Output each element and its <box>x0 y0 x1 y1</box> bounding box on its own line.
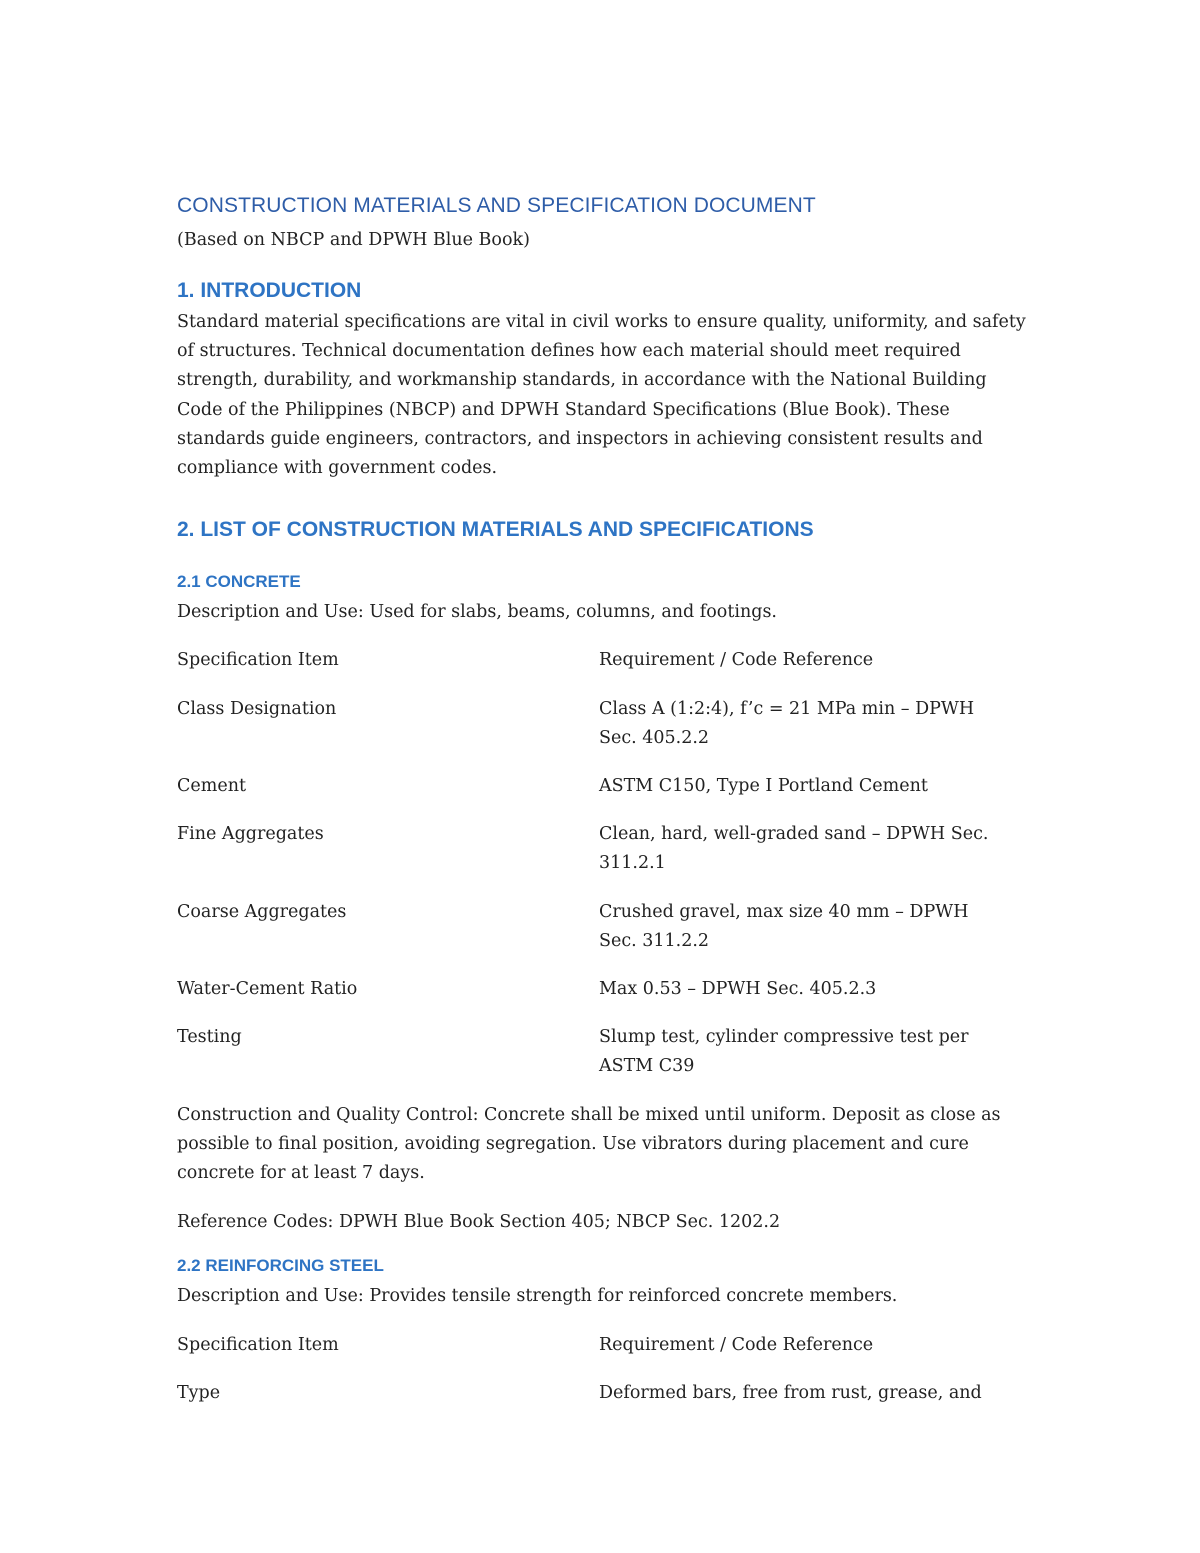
table-row <box>177 1023 1037 1100</box>
table-cell: Class A (1:2:4), f’c = 21 MPa min – DPWH Sec. 405.2.2 <box>599 698 975 748</box>
table-cell: Max 0.53 – DPWH Sec. 405.2.3 <box>599 979 877 1000</box>
table-header-row <box>177 646 1037 694</box>
concrete-reference-codes: Reference Codes: DPWH Blue Book Section 405; NBCP Sec. 1202.2 <box>177 1212 781 1233</box>
table-header-cell: Requirement / Code Reference <box>599 1334 874 1355</box>
introduction-text: Standard material specifications are vital in civil works to ensure quality, uniformity, and safety of structures. Technical documentation defines how each material should meet required strength, durability, and workmanship standards, in accordance with the National Building Code of the Philippines (NBCP) and DPWH Standard Specifications (Blue Book). These standards guide engineers, contractors, and inspectors in achieving consistent results and compliance with government codes. <box>177 312 1026 479</box>
table-cell: Crushed gravel, max size 40 mm – DPWH Sec. 311.2.2 <box>599 901 969 951</box>
introduction-heading: 1. INTRODUCTION <box>177 279 362 302</box>
table-row <box>177 898 1037 975</box>
table-header-cell: Requirement / Code Reference <box>599 650 874 671</box>
steel-spec-table <box>177 1331 1037 1427</box>
table-cell: Testing <box>177 1027 242 1048</box>
table-row <box>177 975 1037 1023</box>
table-cell: Class Designation <box>177 698 337 719</box>
concrete-spec-table <box>177 646 1037 1100</box>
section2-heading: 2. LIST OF CONSTRUCTION MATERIALS AND SPECIFICATIONS <box>177 518 814 542</box>
table-row <box>177 1379 1037 1427</box>
document-subtitle: (Based on NBCP and DPWH Blue Book) <box>177 230 530 250</box>
concrete-heading: 2.1 CONCRETE <box>177 572 301 592</box>
table-cell: Water-Cement Ratio <box>177 979 358 1000</box>
table-row <box>177 820 1037 897</box>
table-cell: Cement <box>177 776 247 797</box>
table-header-cell: Specification Item <box>177 650 339 671</box>
table-cell: Type <box>177 1382 221 1403</box>
steel-heading: 2.2 REINFORCING STEEL <box>177 1256 384 1276</box>
table-cell: ASTM C150, Type I Portland Cement <box>599 776 928 797</box>
concrete-description: Description and Use: Used for slabs, beams, columns, and footings. <box>177 602 777 623</box>
steel-description: Description and Use: Provides tensile strength for reinforced concrete members. <box>177 1286 898 1307</box>
document-page <box>177 192 1037 1427</box>
concrete-quality-control: Construction and Quality Control: Concrete shall be mixed until uniform. Deposit as close as possible to final position, avoiding segregation. Use vibrators during placement and cure concrete for at least 7 days. <box>177 1104 1001 1184</box>
table-cell: Slump test, cylinder compressive test per ASTM C39 <box>599 1027 969 1077</box>
table-header-row <box>177 1331 1037 1379</box>
table-header-cell: Specification Item <box>177 1334 339 1355</box>
table-cell: Clean, hard, well-graded sand – DPWH Sec. 311.2.1 <box>599 824 989 874</box>
table-row <box>177 772 1037 820</box>
table-cell: Deformed bars, free from rust, grease, and <box>599 1382 982 1403</box>
table-cell: Coarse Aggregates <box>177 901 347 922</box>
table-cell: Fine Aggregates <box>177 824 324 845</box>
table-row <box>177 695 1037 772</box>
document-title: CONSTRUCTION MATERIALS AND SPECIFICATION DOCUMENT <box>177 194 816 217</box>
